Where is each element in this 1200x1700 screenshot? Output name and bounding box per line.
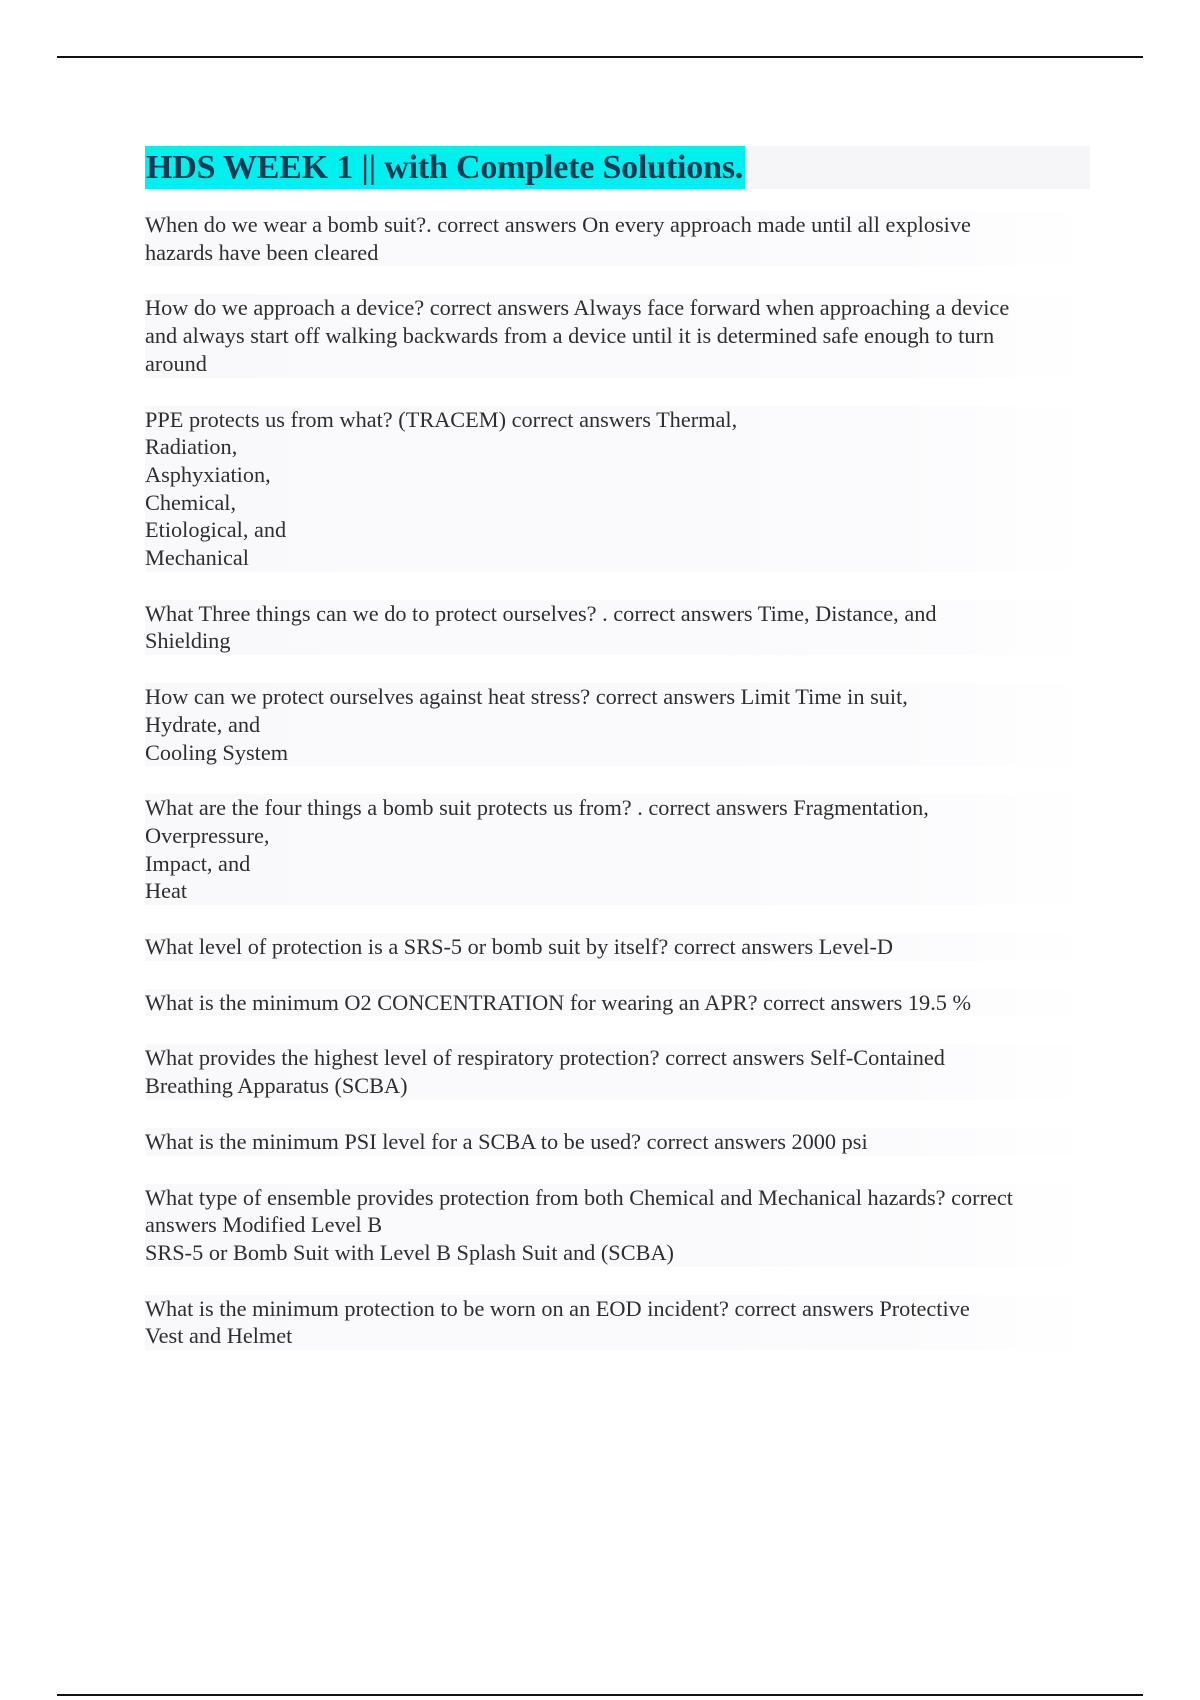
document-title: HDS WEEK 1 || with Complete Solutions.	[145, 146, 745, 189]
qa-item-respiratory-protection: What provides the highest level of respiratory protection? correct answers Self-Contained Breathing Apparatus (SCBA)	[145, 1044, 1090, 1099]
qa-item-bomb-suit-protects: What are the four things a bomb suit protects us from? . correct answers Fragmentation, Overpressure, Impact, and Heat	[145, 794, 1090, 905]
qa-item-eod-minimum: What is the minimum protection to be worn on an EOD incident? correct answers Protective Vest and Helmet	[145, 1295, 1090, 1350]
footer-rule	[57, 1694, 1143, 1696]
qa-item-scba-psi: What is the minimum PSI level for a SCBA to be used? correct answers 2000 psi	[145, 1128, 1090, 1156]
qa-item-ensemble: What type of ensemble provides protection from both Chemical and Mechanical hazards? correct answers Modified Level B SRS-5 or Bomb Suit with Level B Splash Suit and (SCBA)	[145, 1184, 1090, 1267]
qa-item-approach-device: How do we approach a device? correct answers Always face forward when approaching a device and always start off walking backwards from a device until it is determined safe enough to turn around	[145, 294, 1090, 377]
qa-item-protect-ourselves: What Three things can we do to protect ourselves? . correct answers Time, Distance, and Shielding	[145, 600, 1090, 655]
header-rule	[57, 56, 1143, 58]
qa-item-o2-concentration: What is the minimum O2 CONCENTRATION for wearing an APR? correct answers 19.5 %	[145, 989, 1090, 1017]
qa-item-heat-stress: How can we protect ourselves against heat stress? correct answers Limit Time in suit, Hydrate, and Cooling System	[145, 683, 1090, 766]
qa-item-bomb-suit-when: When do we wear a bomb suit?. correct answers On every approach made until all explosive hazards have been cleared	[145, 211, 1090, 266]
qa-item-ppe-tracem: PPE protects us from what? (TRACEM) correct answers Thermal, Radiation, Asphyxiation, Chemical, Etiological, and Mechanical	[145, 406, 1090, 572]
qa-item-protection-level: What level of protection is a SRS-5 or bomb suit by itself? correct answers Level-D	[145, 933, 1090, 961]
title-band	[145, 146, 1090, 189]
document-body	[145, 146, 1090, 1378]
